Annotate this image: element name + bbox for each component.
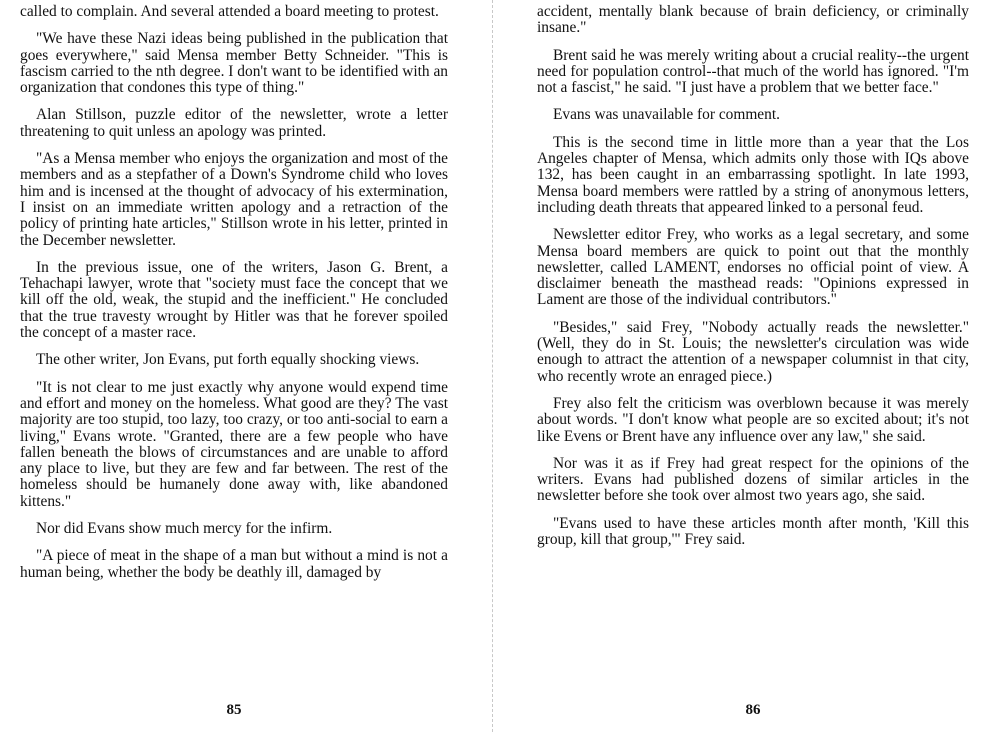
paragraph: The other writer, Jon Evans, put forth equally shocking views.: [36, 351, 420, 369]
paragraph: "Besides," said Frey, "Nobody actually reads the newsletter." (Well, they do in St. Louis; the newsletter's circulation was wide enough to attract the attention of a newspaper columnist in that city, who recently wrote an enraged piece.): [537, 318, 969, 385]
paragraph: "It is not clear to me just exactly why anyone would expend time and effort and money on the homeless. What good are they? The vast majority are too stupid, too lazy, too crazy, or too anti-social to earn a living," Evans wrote. "Granted, there are a few people who have fallen beneath the blows of circumstances and are unable to afford any place to live, but they are few and far between. The rest of the homeless should be humanely done away with, like abandoned kittens.": [20, 378, 448, 510]
paragraph: "A piece of meat in the shape of a man but without a mind is not a human being, whether the body be deathly ill, damaged by: [20, 547, 448, 581]
paragraph: "We have these Nazi ideas being published in the publication that goes everywhere," said Mensa member Betty Schneider. "This is fascism carried to the nth degree. I don't want to be identified with an organization that condones this type of thing.": [20, 30, 448, 97]
page-body: [20, 4, 448, 592]
paragraph: called to complain. And several attended a board meeting to protest.: [20, 3, 439, 20]
page-gutter: [492, 0, 494, 732]
paragraph: Nor did Evans show much mercy for the infirm.: [36, 520, 333, 538]
paragraph: This is the second time in little more than a year that the Los Angeles chapter of Mensa, which admits only those with IQs above 132, has been caught in an embarrassing spotlight. In late 1993, Mensa board members were rattled by a string of anonymous letters, including death threats that appeared linked to a personal feud.: [537, 133, 969, 216]
paragraph: In the previous issue, one of the writers, Jason G. Brent, a Tehachapi lawyer, wrote that "society must face the concept that we kill off the old, weak, the stupid and the inefficient." He concluded that the true travesty wrought by Hitler was that he forever spoiled the concept of a master race.: [20, 258, 448, 342]
page-number: 85: [226, 702, 242, 718]
paragraph: "Evans used to have these articles month after month, 'Kill this group, kill that group,'" Frey said.: [537, 514, 969, 549]
page-number: 86: [745, 702, 761, 718]
paragraph: Brent said he was merely writing about a crucial reality--the urgent need for population control--that much of the world has ignored. "I'm not a fascist," he said. "I just have a problem that we better face.": [537, 46, 969, 97]
page-body: [537, 4, 969, 559]
paragraph: Alan Stillson, puzzle editor of the newsletter, wrote a letter threatening to quit unless an apology was printed.: [20, 106, 448, 140]
paragraph: Evans was unavailable for comment.: [553, 106, 780, 124]
paragraph: "As a Mensa member who enjoys the organization and most of the members and as a stepfather of a Down's Syndrome child who loves him and is incensed at the thought of advocacy of his extermination, I insist on an immediate written apology and a retraction of the policy of printing hate articles," Stillson wrote in his letter, printed in the December newsletter.: [20, 150, 448, 249]
paragraph: Newsletter editor Frey, who works as a legal secretary, and some Mensa board members are quick to point out that the monthly newsletter, called LAMENT, endorses no official point of view. A disclaimer beneath the masthead reads: "Opinions expressed in Lament are those of the individual contributors.": [537, 226, 969, 309]
paragraph: accident, mentally blank because of brain deficiency, or criminally insane.": [537, 3, 969, 37]
paragraph: Nor was it as if Frey had great respect for the opinions of the writers. Evans had published dozens of similar articles in the newsletter before she took over almost two years ago, she said.: [537, 454, 969, 505]
paragraph: Frey also felt the criticism was overblown because it was merely about words. "I don't know what people are so excited about; it's not like Evens or Brent have any influence over any law," she said.: [537, 394, 969, 445]
